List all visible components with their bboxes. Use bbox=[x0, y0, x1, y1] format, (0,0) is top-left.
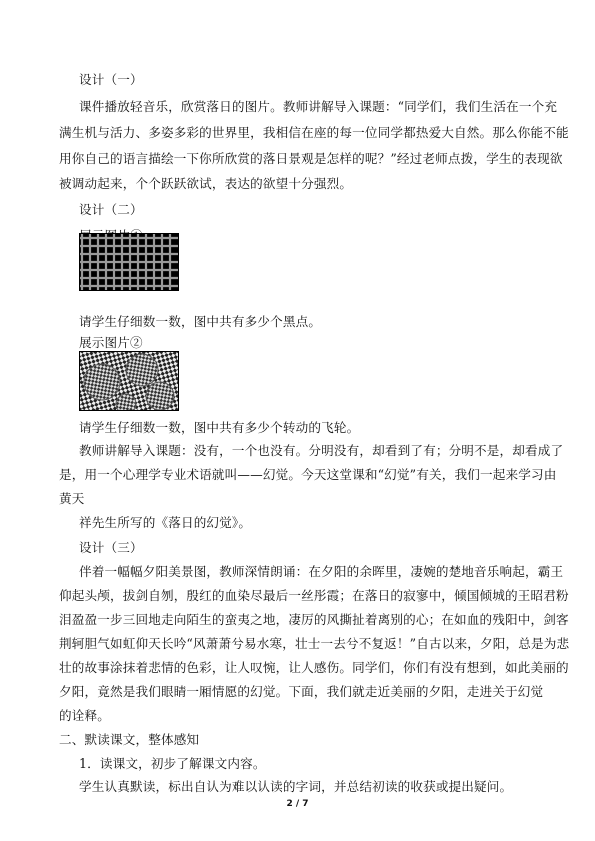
heading-design-2: 设计（二） bbox=[79, 202, 143, 217]
paragraph-line: 荆轲胆气如虹仰天长吟“风萧萧兮易水寒，壮士一去兮不复返！”自古以来，夕阳，总是为悲 bbox=[59, 636, 570, 651]
paragraph-line: 请学生仔细数一数，图中共有多少个转动的飞轮。 bbox=[79, 420, 360, 435]
paragraph-line: 祥先生所写的《落日的幻觉》。 bbox=[79, 515, 252, 530]
rotating-wheels-illusion bbox=[80, 352, 178, 410]
heading-design-1: 设计（一） bbox=[79, 72, 143, 87]
paragraph-line: 被调动起来，个个跃跃欲试，表达的欲望十分强烈。 bbox=[59, 176, 353, 191]
wheel-illusion-image bbox=[79, 351, 179, 411]
paragraph-line: 满生机与活力、多姿多彩的世界里，我相信在座的每一位同学都热爱大自然。那么你能不能 bbox=[59, 125, 569, 140]
grid-illusion-image bbox=[79, 233, 179, 291]
paragraph-line: 是，用一个心理学专业术语就叫——幻觉。今天这堂课和“幻觉”有关，我们一起来学习由 bbox=[59, 467, 557, 482]
numbered-item: 1．读课文，初步了解课文内容。 bbox=[79, 756, 266, 771]
paragraph-line: 教师讲解导入课题：没有，一个也没有。分明没有，却看到了有；分明不是，却看成了 bbox=[79, 443, 564, 458]
paragraph-line: 伴着一幅幅夕阳美景图，教师深情朗诵：在夕阳的余晖里，凄婉的楚地音乐响起，霸王 bbox=[79, 564, 564, 579]
hermann-grid-illusion bbox=[80, 234, 178, 290]
section-heading-2: 二、默读课文，整体感知 bbox=[59, 732, 200, 747]
paragraph-line: 学生认真默读，标出自认为难以认读的字词，并总结初读的收获或提出疑问。 bbox=[79, 779, 513, 794]
paragraph-line: 用你自己的语言描绘一下你所欣赏的落日景观是怎样的呢？”经过老师点拨，学生的表现欲 bbox=[59, 151, 563, 166]
heading-design-3: 设计（三） bbox=[79, 540, 143, 555]
paragraph-line: 壮的故事涂抹着悲情的色彩，让人叹惋，让人感伤。同学们，你们有没有想到，如此美丽的 bbox=[59, 660, 569, 675]
paragraph-line: 夕阳，竟然是我们眼睛一厢情愿的幻觉。下面，我们就走近美丽的夕阳，走进关于幻觉 bbox=[59, 684, 544, 699]
paragraph-line: 泪盈盈一步三回地走向陌生的蛮夷之地，凄厉的风撕扯着离别的心；在如血的残阳中，剑客 bbox=[59, 612, 569, 627]
page-number: 2 / 7 bbox=[286, 799, 309, 809]
paragraph-line: 黄天 bbox=[59, 491, 85, 506]
figure-caption-2: 展示图片② bbox=[79, 335, 143, 350]
paragraph-line: 的诠释。 bbox=[59, 708, 110, 723]
paragraph-line: 课件播放轻音乐，欣赏落日的图片。教师讲解导入课题：“同学们，我们生活在一个充 bbox=[79, 99, 558, 114]
paragraph-line: 仰起头颅，拔剑自刎，殷红的血染尽最后一丝彤霞；在落日的寂寥中，倾国倾城的王昭君粉 bbox=[59, 588, 569, 603]
paragraph-line: 请学生仔细数一数，图中共有多少个黑点。 bbox=[79, 314, 322, 329]
